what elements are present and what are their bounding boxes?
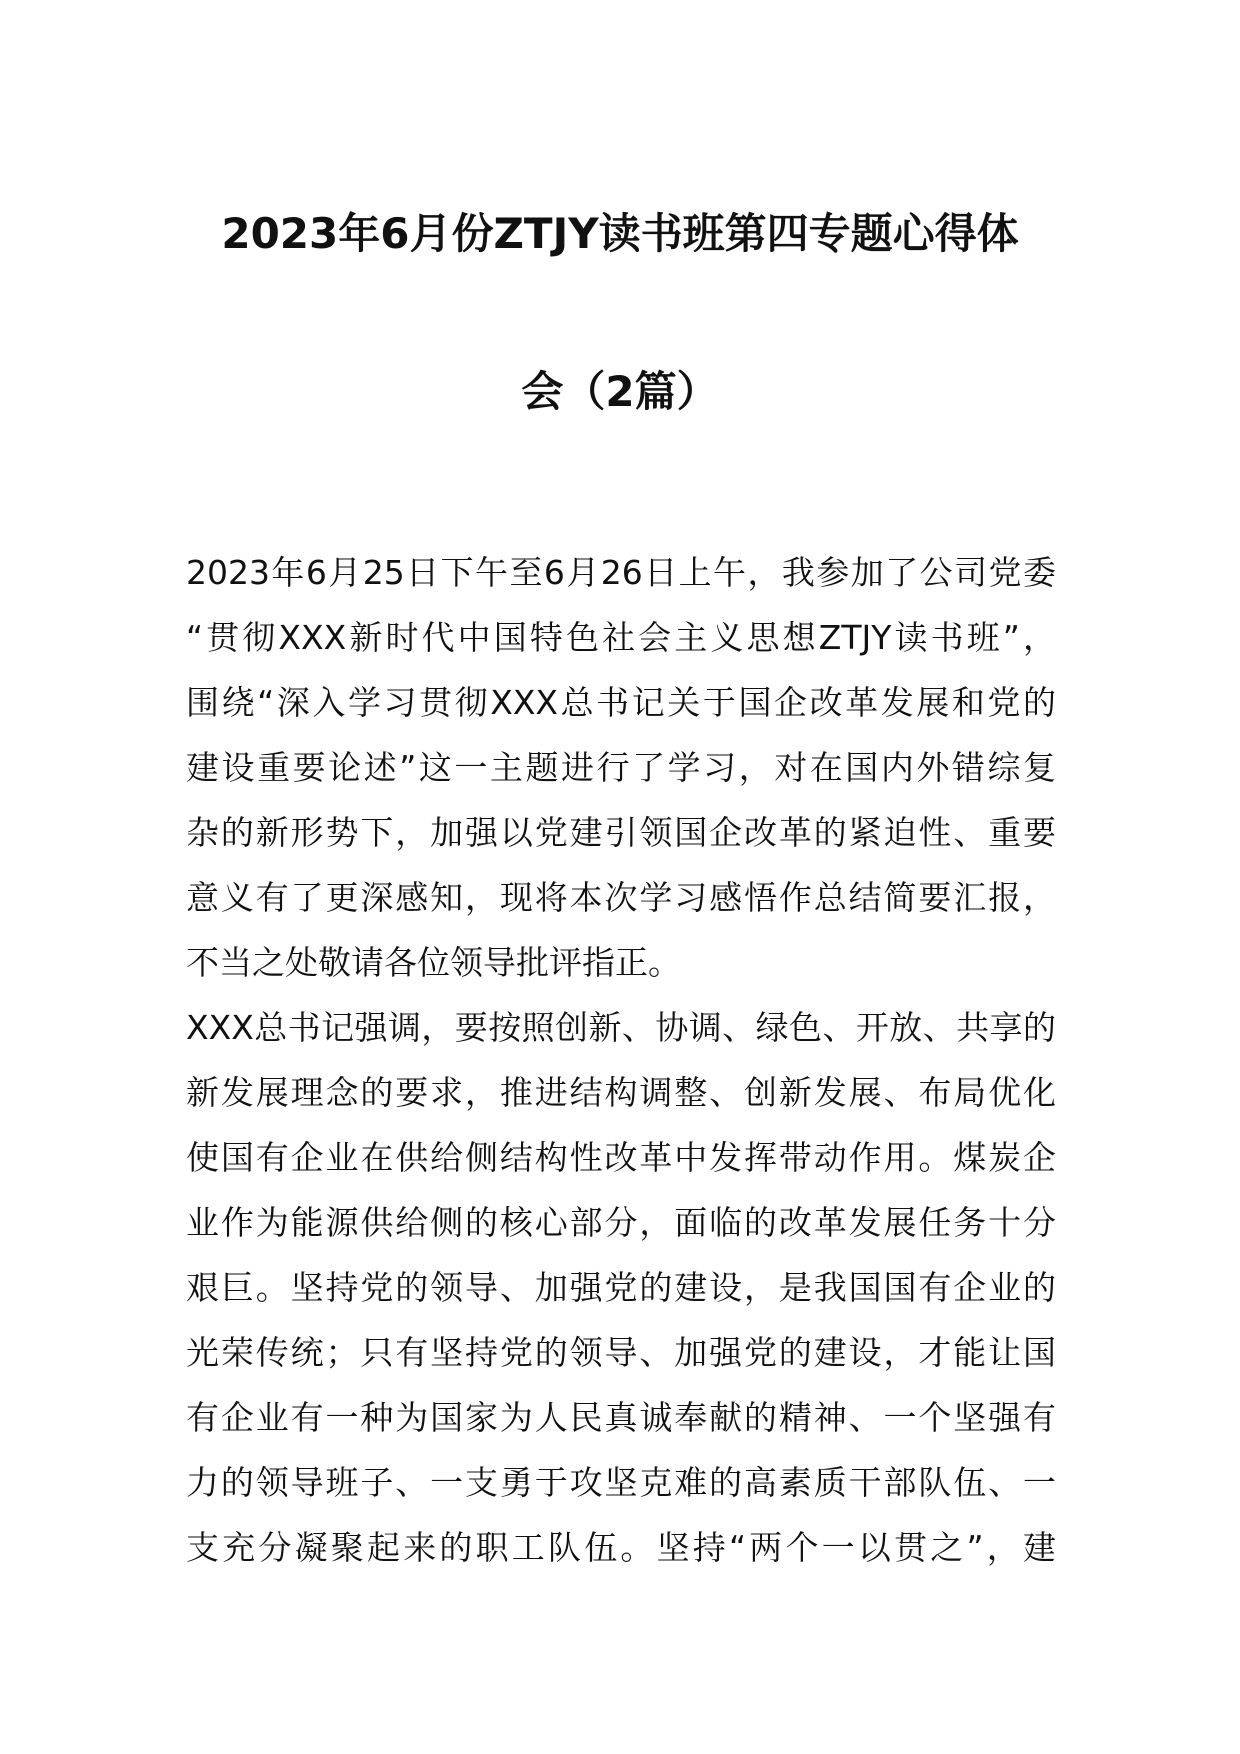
document-title-line-1: 2023年6月份ZTJY读书班第四专题心得体 <box>221 209 1019 258</box>
paragraph-line: 使国有企业在供给侧结构性改革中发挥带动作用。煤炭企 <box>186 1138 1056 1177</box>
paragraph-line: 有企业有一种为国家为人民真诚奉献的精神、一个坚强有 <box>186 1398 1056 1437</box>
paragraph-line: 建设重要论述”这一主题进行了学习，对在国内外错综复 <box>186 748 1056 787</box>
paragraph-line: 新发展理念的要求，推进结构调整、创新发展、布局优化 <box>186 1073 1056 1112</box>
paragraph-line: 艰巨。坚持党的领导、加强党的建设，是我国国有企业的 <box>186 1268 1056 1307</box>
paragraph-2 <box>186 995 1056 1580</box>
paragraph-line: 2023年6月25日下午至6月26日上午，我参加了公司党委 <box>186 553 1056 592</box>
document-title-line-2: 会（2篇） <box>521 367 719 416</box>
paragraph-line: 支充分凝聚起来的职工队伍。坚持“两个一以贯之”，建 <box>186 1528 1056 1567</box>
paragraph-line: 意义有了更深感知，现将本次学习感悟作总结简要汇报， <box>186 878 1056 917</box>
paragraph-line: 光荣传统；只有坚持党的领导、加强党的建设，才能让国 <box>186 1333 1056 1372</box>
paragraph-1 <box>186 540 1056 995</box>
paragraph-line: 力的领导班子、一支勇于攻坚克难的高素质干部队伍、一 <box>186 1463 1056 1502</box>
paragraph-line: XXX总书记强调，要按照创新、协调、绿色、开放、共享的 <box>186 1008 1056 1047</box>
paragraph-line: 业作为能源供给侧的核心部分，面临的改革发展任务十分 <box>186 1203 1056 1242</box>
paragraph-line: 不当之处敬请各位领导批评指正。 <box>186 943 681 982</box>
paragraph-line: “贯彻XXX新时代中国特色社会主义思想ZTJY读书班”， <box>186 618 1056 657</box>
paragraph-line: 杂的新形势下，加强以党建引领国企改革的紧迫性、重要 <box>186 813 1056 852</box>
paragraph-line: 围绕“深入学习贯彻XXX总书记关于国企改革发展和党的 <box>186 683 1056 722</box>
